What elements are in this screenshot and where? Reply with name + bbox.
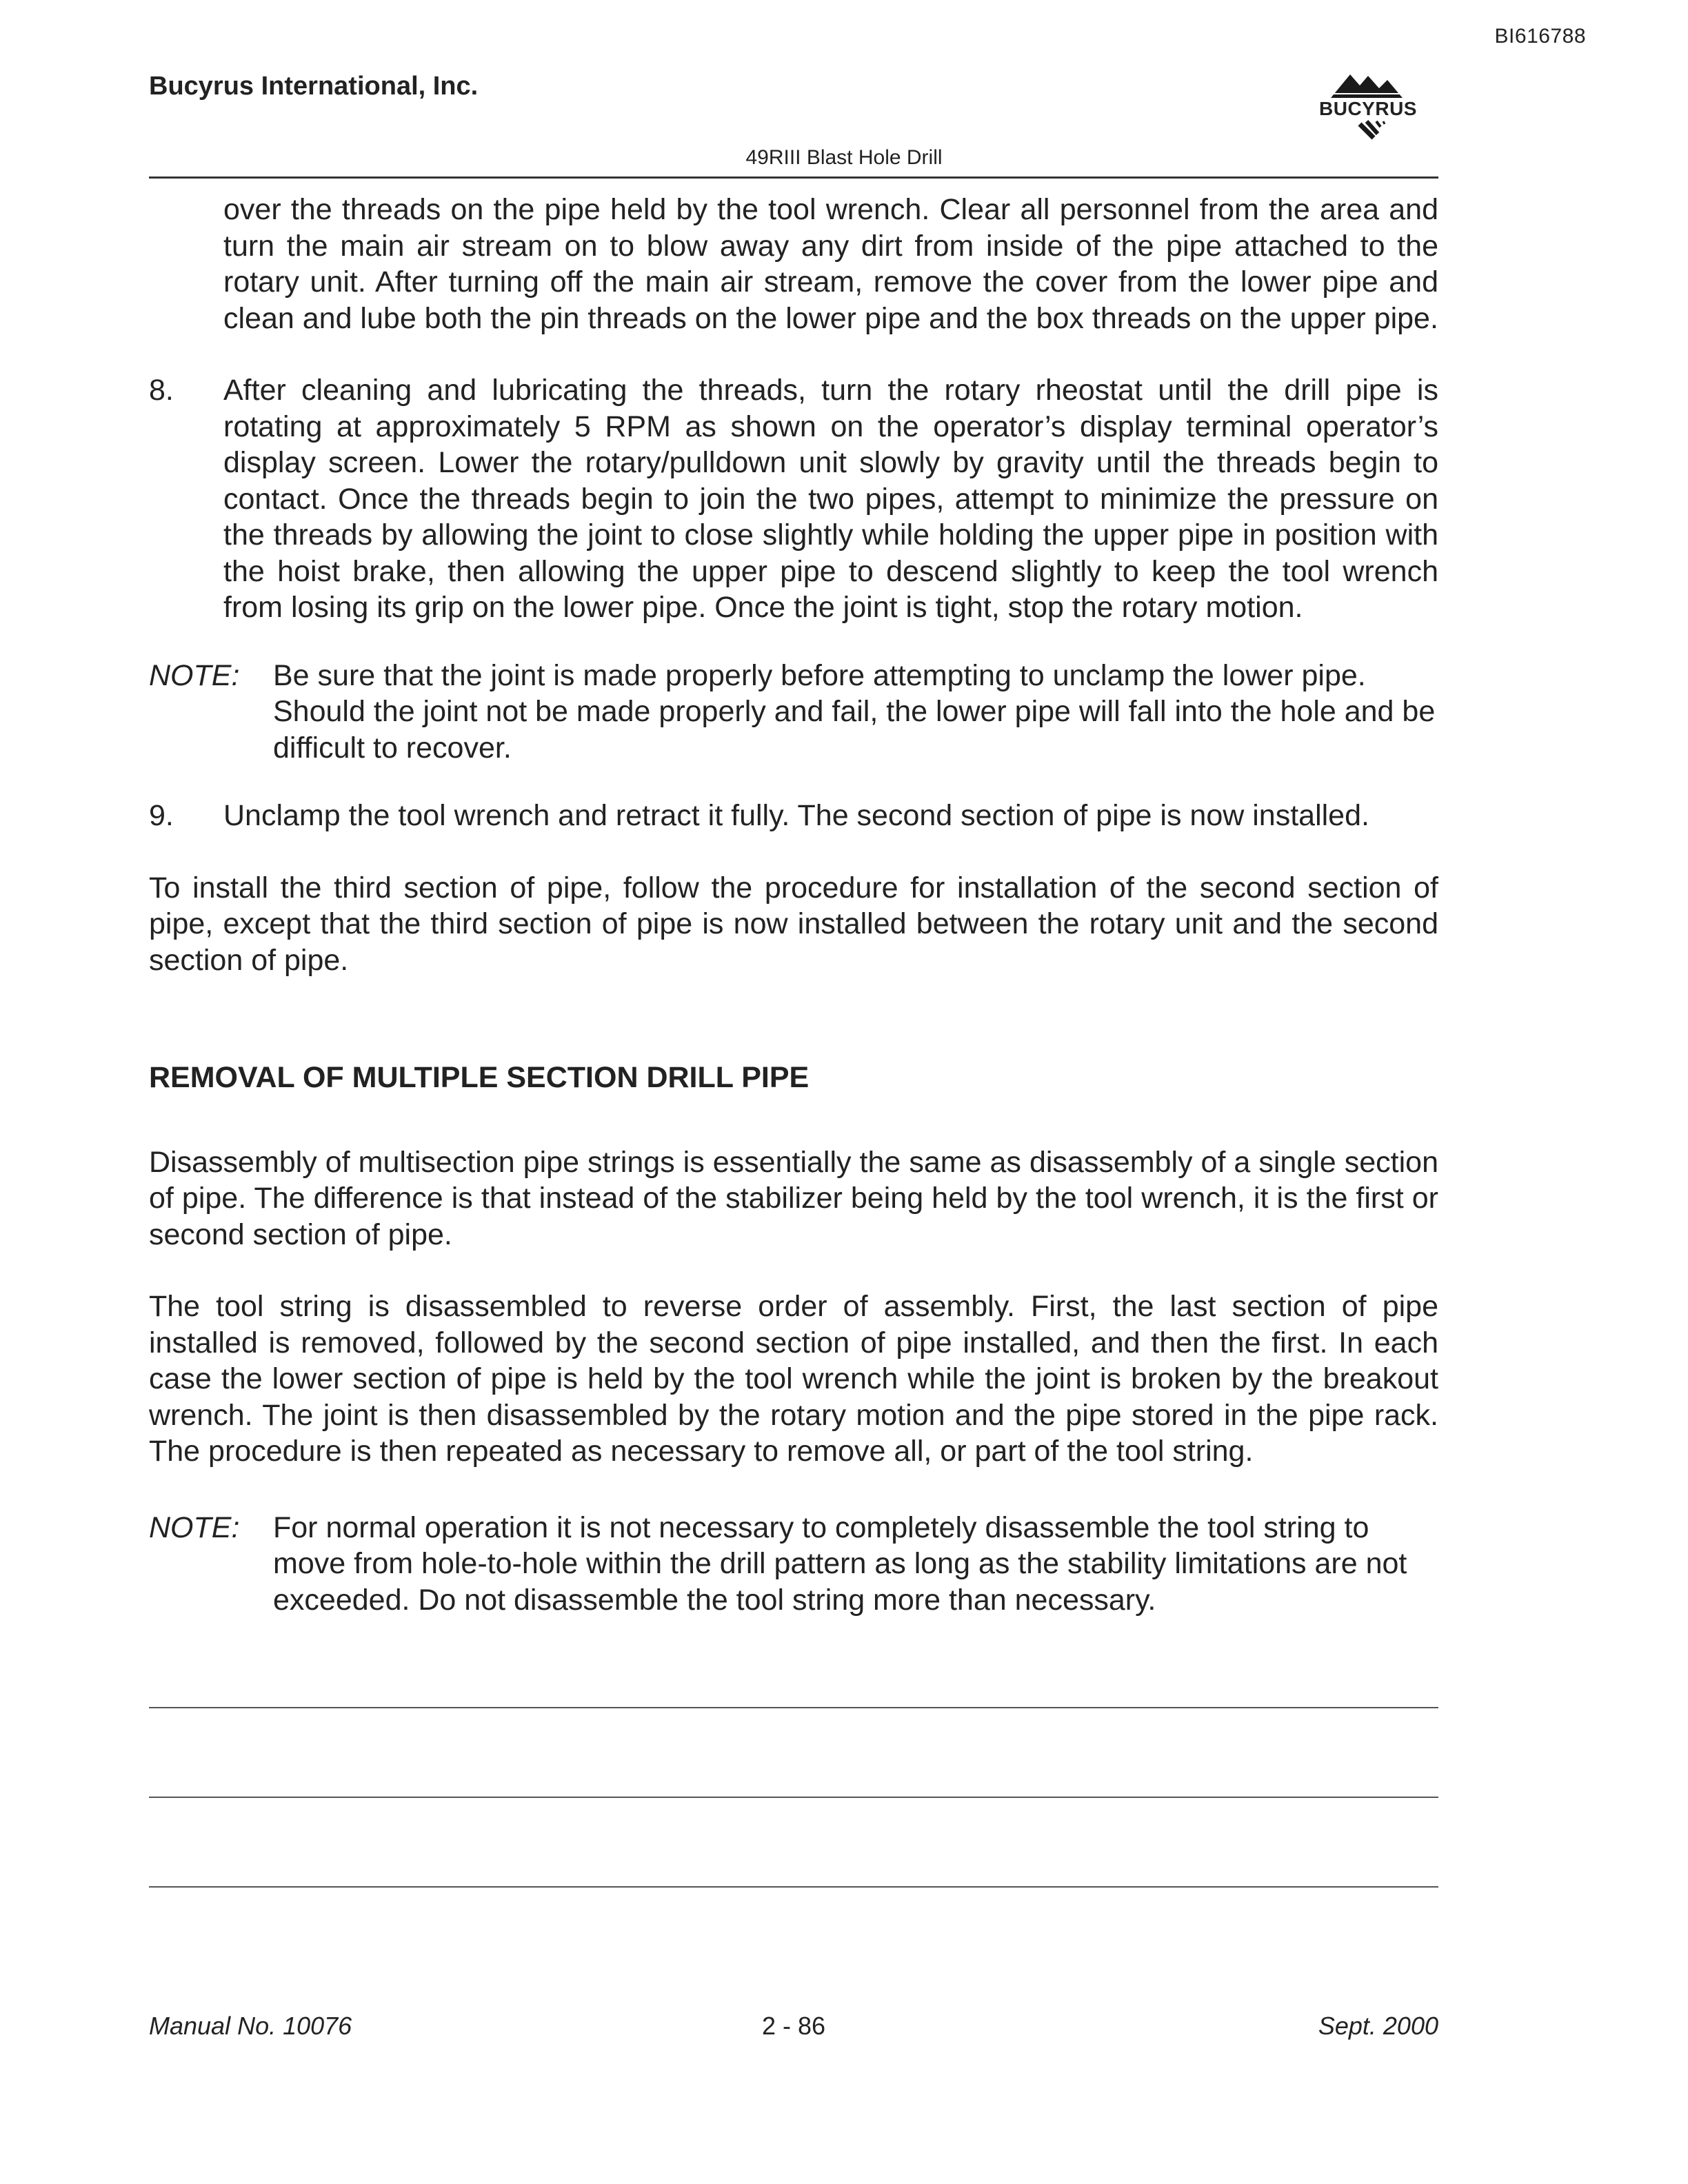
page-number: 2 - 86 [761,2012,826,2040]
paragraph-removal-2: The tool string is disassembled to reverse order of assembly. First, the last section of pipe installed is removed, followed by the second section of pipe installed, and then the first. In each case the lower section of pipe is held by the tool wrench while the joint is broken by the breakout wrench. The joint is then disassembled by the rotary motion and the pipe stored in the pipe rack. The procedure is then repeated as necessary to remove all, or part of the tool string. [149,1290,1438,1468]
company-name: Bucyrus International, Inc. [149,72,479,101]
notes-line [149,1886,1438,1888]
document-id: BI616788 [1494,25,1586,48]
manual-number: Manual No. 10076 [149,2012,352,2040]
step-number: 8. [149,374,174,407]
note-text: Be sure that the joint is made properly before attempting to unclamp the lower pipe. Should the joint not be made properly and fail, the lower pipe will fall into the hole and be difficult to recover. [273,658,1436,765]
bucyrus-logo [1306,69,1430,152]
step-text: Unclamp the tool wrench and retract it fully. The second section of pipe is now installed. [223,799,1369,832]
header-divider [149,176,1438,179]
document-subtitle: 49RIII Blast Hole Drill [745,146,943,169]
note-1 [149,658,1438,767]
paragraph-third-section: To install the third section of pipe, follow the procedure for installation of the second section of pipe, except that the third section of pipe is now installed between the rotary unit and the second section of pipe. [149,871,1438,977]
section-heading: REMOVAL OF MULTIPLE SECTION DRILL PIPE [149,1061,810,1094]
step-8 [149,372,1438,626]
note-text: For normal operation it is not necessary to completely disassemble the tool string to move from hole-to-hole within the drill pattern as long as the stability limitations are not exceeded. Do not disassemble the tool string more than necessary. [273,1510,1407,1617]
revision-date: Sept. 2000 [1318,2012,1438,2040]
notes-line [149,1707,1438,1708]
step-text: After cleaning and lubricating the threads, turn the rotary rheostat until the drill pipe is rotating at approximately 5 RPM as shown on the operator’s display terminal operator’s display screen. Lower the rotary/pulldown unit slowly by gravity until the threads begin to contact. Once the threads begin to join the two pipes, attempt to minimize the pressure on the threads by allowing the joint to close slightly while holding the upper pipe in position with the hoist brake, then allowing the upper pipe to descend slightly to keep the tool wrench from losing its grip on the lower pipe. Once the joint is tight, stop the rotary motion. [223,374,1438,624]
document-body [149,192,1438,1618]
step7-continuation: over the threads on the pipe held by the tool wrench. Clear all personnel from the area and turn the main air stream on to blow away any dirt from inside of the pipe attached to the rotary unit. After turning off the main air stream, remove the cover from the lower pipe and clean and lube both the pin threads on the lower pipe and the box threads on the upper pipe. [223,193,1438,335]
logo-wordmark: BUCYRUS [1319,98,1417,119]
note-label: NOTE: [149,658,240,692]
step-number: 9. [149,799,174,832]
paragraph-removal-1: Disassembly of multisection pipe strings is essentially the same as disassembly of a single section of pipe. The difference is that instead of the stabilizer being held by the tool wrench, it is the first or second section of pipe. [149,1145,1438,1251]
step-9 [149,798,1438,834]
notes-line [149,1797,1438,1798]
note-2 [149,1510,1438,1619]
note-label: NOTE: [149,1510,240,1544]
